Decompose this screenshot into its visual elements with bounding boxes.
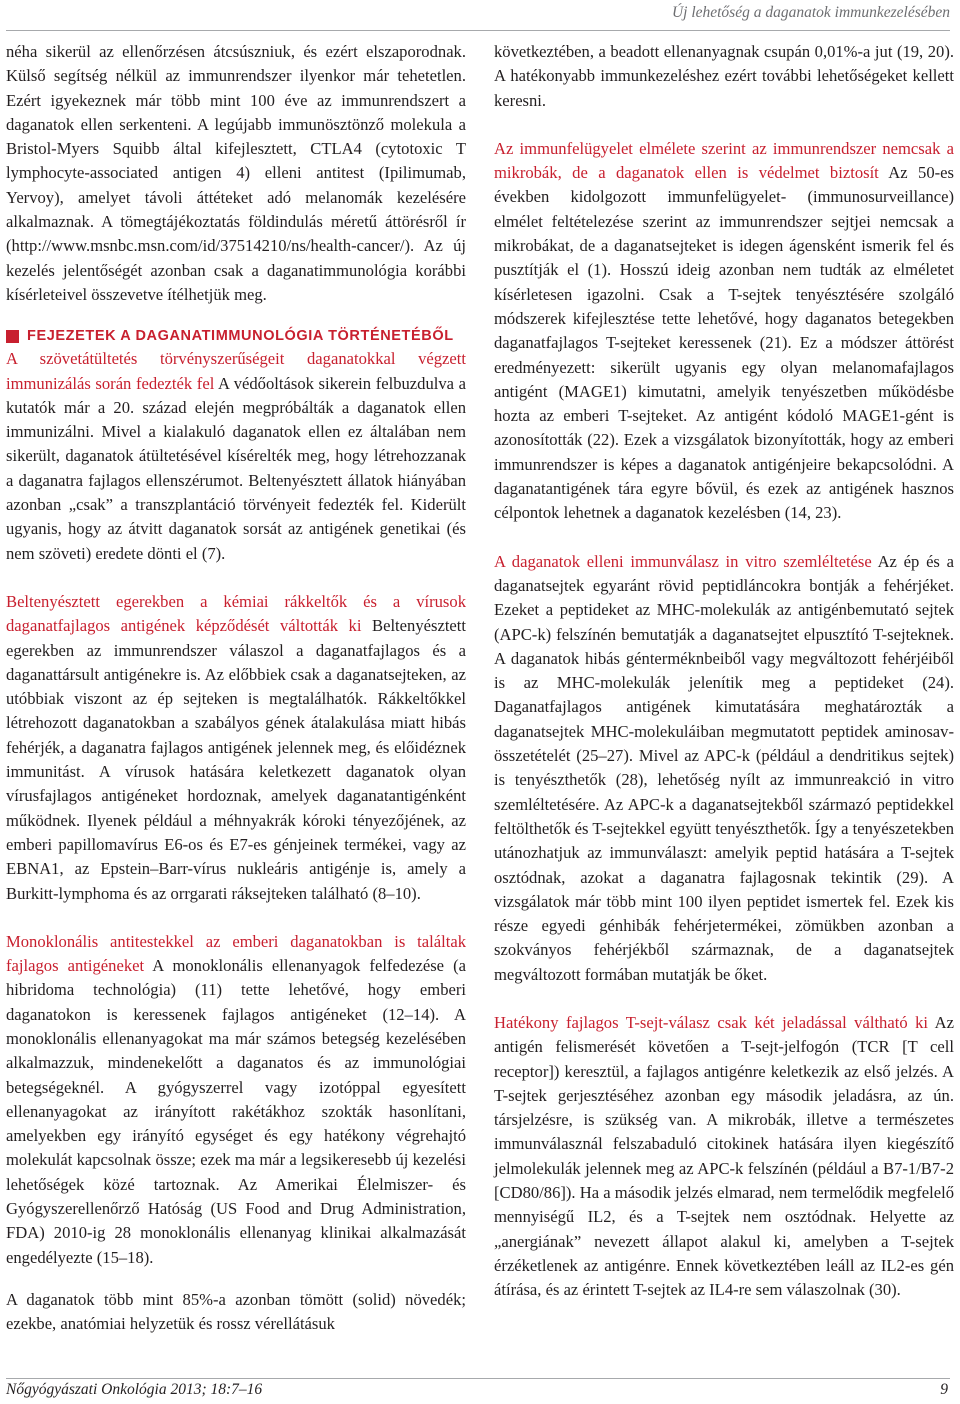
- paragraph-invitro: [494, 550, 954, 987]
- right-column: [494, 40, 954, 1303]
- subheading-invitro: A daganatok elleni immunválasz in vitro szemléltetése: [494, 551, 872, 571]
- footer-rule: [6, 1378, 950, 1379]
- body-two-signal: Az antigén felismerését követően a T-sejt-jelfogón (TCR [T cell receptor]) keresztül, a fajlagos antigénre keletkezik az első jelzés. A T-sejtek gerjesztéséhez azonban egy második jeladásra, az ún. társjelzésre, is szükség van. A mikrobák, illetve a természetes immunválasznál felszabaduló citokinek hatására ilyen kiegészítő jelmolekulák jelennek meg az APC-k felszínén (például a B7-1/B7-2 [CD80/86]). Ha a második jelzés elmarad, nem termelődik megfelelő mennyiségű IL2, és a T-sejtek nem osztódnak. Helyette az „anergiának” nevezett állapot alakul ki, amelyben a T-sejtek érzéketlenek az antigénre. Ennek következtében leáll az IL2-es gén átírása, és az érintett T-sejtek az IL4-re sem válaszolnak (30).: [494, 1012, 954, 1300]
- paragraph-solid: A daganatok több mint 85%-a azonban tömött (solid) növedék; ezekbe, anatómiai helyzetük és rossz vérellátásuk: [6, 1289, 466, 1334]
- section-heading-text: FEJEZETEK A DAGANATIMMUNOLÓGIA TÖRTÉNETÉBŐL: [27, 328, 454, 345]
- header-rule: [6, 30, 950, 31]
- paragraph-two-signal: [494, 1011, 954, 1303]
- paragraph-intro: néha sikerül az ellenőrzésen átcsúszniuk, és ezért elszaporodnak. Külső segítség nélkül az immunrendszer ilyenkor már tehetetlen. Ezért igyekeznek már több mint 100 éve az immunrendszert a daganatok ellen serkenteni. A legújabb immunösztönző molekula a Bristol-Myers Squibb által kifejlesztett, CTLA4 (cytotoxic T lymphocyte-associated antigen 4) elleni antitest (Ipilimumab, Yervoy), amelyet távoli áttéteket adó melanomák kezelésére alkalmaznak. A tömegtájékoztatás földindulás méretű áttörésről ír (http://www.msnbc.msn.com/id/37514210/ns/health-cancer/). Az új kezelés jelentőségét azonban csak a daganatimmunológia korábbi kísérleteivel összevetve ítélhetjük meg.: [6, 42, 466, 304]
- journal-citation: Nőgyógyászati Onkológia 2013; 18:7–16: [6, 1381, 263, 1398]
- subheading-transplant: A szövetátültetés törvényszerűségeit daganatokkal végzett immunizálás során fedezték fel: [6, 349, 466, 393]
- page-number: 9: [940, 1381, 948, 1398]
- body-inbred: Beltenyésztett egerekben az immunrendszer válaszol a daganatfajlagos és a daganattársult antigénekre is. Az előbbiek csak a daganatsejteken, az utóbbiak viszont az ép sejteken is megtalálhatók. Rákkeltőkkel létrehozott daganatokban a szabályos gének átalakulása miatt hibás fehérjék, a daganatra fajlagos antigének jelennek meg, és előidéznek immunitást. A vírusok hatására keletkezett daganatok olyan vírusfajlagos antigéneket hordoznak, amelyek daganatantigénként működnek. Ilyenek például a méhnyakrák kóroki tényezőjének, az emberi papillomavírus E6-os és E7-es génjeinek termékei, vagy az EBNA1, az Epstein–Barr-vírus nukleáris antigénje is, amely a Burkitt-lymphoma és az orrgarati ráksejteken található (8–10).: [6, 616, 467, 903]
- paragraph-continuation: következtében, a beadott ellenanyagnak csupán 0,01%-a jut (19, 20). A hatékonyabb immunkezeléshez ezért további lehetőségeket kellett keresni.: [494, 42, 954, 110]
- subheading-surveillance: Az immunfelügyelet elmélete szerint az immunrendszer nemcsak a mikrobák, de a daganatok ellen is védelmet biztosít: [494, 138, 954, 183]
- left-column: [6, 40, 466, 1337]
- subheading-monoclonal: Monoklonális antitestekkel az emberi daganatokban is találtak fajlagos antigéneket: [6, 931, 466, 976]
- paragraph-surveillance: [494, 137, 954, 526]
- paragraph-monoclonal: [6, 930, 466, 1270]
- body-monoclonal: A monoklonális ellenanyagok felfedezése (a hibridoma technológia) (11) tette lehetővé, hogy emberi daganatokon is keressenek fajlagos antigéneket (12–14). A monoklonális ellenanyagokat ma már számos betegség kezelésében alkalmazzuk, mindenekelőtt a daganatos és az immunológiai betegségeknél. A gyógyszerrel vagy izotóppal egyesített ellenanyagokat az irányított rakétákhoz szokták hasonlítani, amelyekben egy irányító egységet és egy hatékony végrehajtó molekulát kapcsolnak össze; ezek ma már a legsikeresebb új kezelési lehetőségek közé tartoznak. Az Amerikai Élelmiszer- és Gyógyszerellenőrző Hatóság (US Food and Drug Administration, FDA) 2010-ig 28 monoklonális ellenanyag klinikai alkalmazását engedélyezte (15–18).: [6, 956, 467, 1267]
- section-heading: [6, 325, 466, 347]
- subheading-two-signal: Hatékony fajlagos T-sejt-válasz csak két jeladással váltható ki: [494, 1012, 929, 1032]
- paragraph-inbred: [6, 590, 466, 906]
- subheading-inbred: Beltenyésztett egerekben a kémiai rákkeltők és a vírusok daganatfajlagos antigének képződését váltották ki: [6, 591, 466, 636]
- body-invitro: Az ép és a daganatsejtek egyaránt rövid peptidláncokra bontják a fehérjéket. Ezeket a peptideket az MHC-molekulák az antigénbemutató sejtek (APC-k) felszínén bemutatják a daganatsejtet elpusztító T-sejteknek. A daganatok hibás génterméknbeiből vagy megváltozott fehérjéiből is az MHC-molekulák jelenítik meg a peptideket (24). Daganatfajlagos antigének kimutatására meghatározták a daganatsejtek MHC-molekuláiban megmutatott peptidek aminosav-összetételét (25–27). Mivel az APC-k (például a dendritikus sejtek) is tenyészthetők (28), lehetőség nyílt az immunreakció in vitro szemléltetésére. Az APC-k a daganatsejtekből származó peptidekkel feltölthetők és T-sejtekkel együtt tenyészthetők. Így a tenyészetekben utánozhatjuk az immunválaszt: amelyik peptid hatására a T-sejtek osztódnak, azokat a daganatra fajlagosnak tekintik (29). A vizsgálatok már több mint 100 ilyen peptidet ismertek fel. Ezek kis része egyedi génhibák fehérjetermékei, zömükben azonban a szokványos fehérjékből származnak, de a daganatsejtek megváltozott formában mutatják be őket.: [494, 551, 954, 984]
- paragraph-transplant: [6, 347, 466, 566]
- red-square-icon: [6, 330, 19, 343]
- body-surveillance: Az 50-es években kidolgozott immunfelügyelet- (immunosurveillance) elmélet feltételezése szerint az immunrendszer sejtjei nemcsak a mikrobákat, de a daganatsejteket is idegen ágensként ismerik fel és pusztítják el (1). Hosszú ideig azonban nem tudták az elméletet kísérletesen igazolni. Csak a T-sejtek tenyésztésére szolgáló módszerek kifejlesztése tette lehetővé, hogy daganatos betegekben daganatfajlagos T-sejteket keressenek (21). Ez a módszer áttörést eredményezett: sikerült ugyanis egy olyan melanomafajlagos antigént (MAGE1) kimutatni, amelyik tenyészetben működésbe hozta az emberi T-sejteket. Az antigént kódoló MAGE1-gént is azonosították (22). Ezek a vizsgálatok bizonyították, hogy az emberi immunrendszer is képes a daganatok antigénjeire bekapcsolódni. A daganatantigének tára egyre bővül, és ezek az antigének hasznos célpontok lehetnek a daganatok kezelésben (14, 23).: [494, 163, 954, 523]
- body-transplant: A védőoltások sikerein felbuzdulva a kutatók már a 20. század elején megpróbálták a daganatok ellen immunizálni. Mivel a kialakuló daganatok ellen ez általában nem sikerült, daganatok átültetésével kísérelték meg, hogy létrehozzanak a daganatra fajlagos ellenszérumot. Beltenyésztett állatok hiányában azonban „csak” a transzplantáció törvényeit fedezték fel. Kiderült ugyanis, hogy az átvitt daganatok sorsát az antigének genetikai (és nem szöveti) eredete dönti el (7).: [6, 373, 467, 563]
- running-head-title: Új lehetőség a daganatok immunkezelésében: [671, 4, 950, 21]
